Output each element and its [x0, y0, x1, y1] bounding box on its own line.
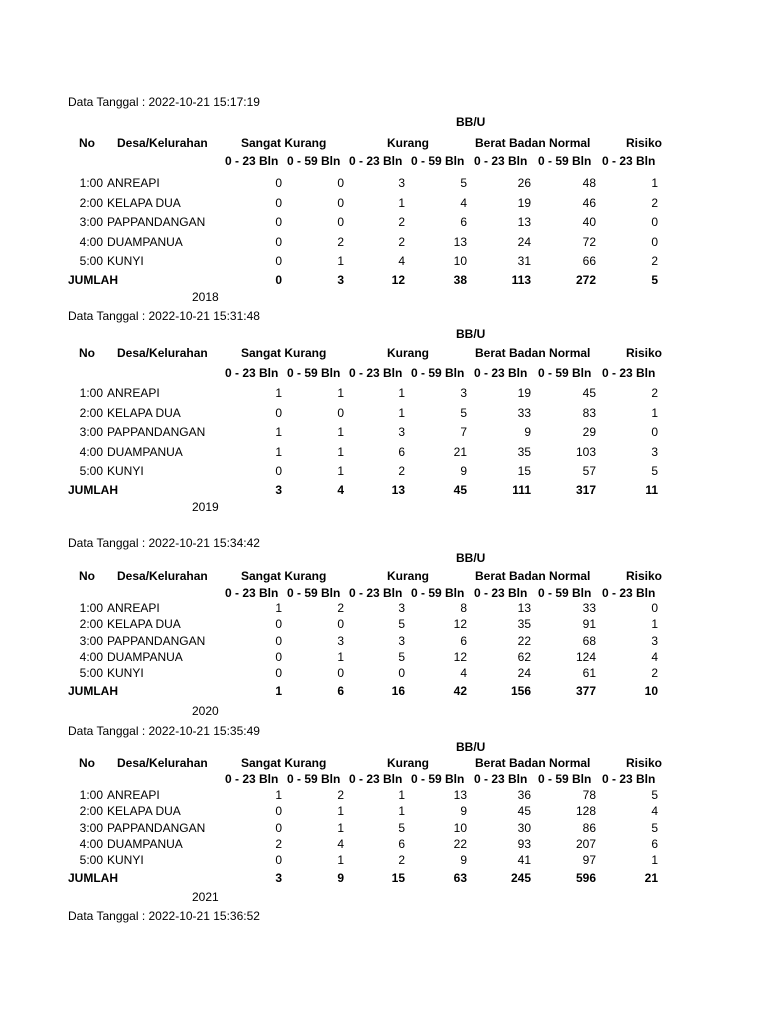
row-desa-name: ANREAPI [107, 176, 160, 190]
column-subheader: 0 - 23 Bln [602, 586, 656, 600]
table-cell: 3 [398, 176, 405, 190]
column-header-normal: Berat Badan Normal [475, 136, 591, 150]
column-header-sangat-kurang: Sangat Kurang [241, 569, 327, 583]
column-header-sangat-kurang: Sangat Kurang [241, 136, 327, 150]
year-label: 2018 [192, 290, 219, 304]
table-cell: 7 [460, 425, 467, 439]
row-desa-name: PAPPANDANGAN [107, 425, 206, 439]
table-cell: 128 [575, 804, 596, 818]
table-cell: 78 [582, 788, 596, 802]
table-cell: 3 [398, 425, 405, 439]
table-cell: 2 [651, 386, 658, 400]
row-number: 4:00 [79, 445, 103, 459]
table-cell: 9 [460, 464, 467, 478]
jumlah-cell: 63 [453, 871, 467, 885]
table-cell: 2 [651, 196, 658, 210]
table-cell: 4 [460, 196, 467, 210]
table-cell: 1 [275, 445, 282, 459]
table-cell: 5 [651, 464, 658, 478]
jumlah-cell: 12 [391, 273, 405, 287]
table-cell: 0 [275, 666, 282, 680]
table-cell: 91 [582, 617, 596, 631]
table-cell: 12 [453, 650, 467, 664]
table-cell: 72 [582, 235, 596, 249]
column-subheader: 0 - 23 Bln [474, 366, 528, 380]
table-cell: 4 [460, 666, 467, 680]
table-cell: 2 [398, 464, 405, 478]
table-cell: 1 [275, 386, 282, 400]
jumlah-cell: 1 [275, 684, 282, 698]
table-cell: 0 [275, 634, 282, 648]
column-header-sangat-kurang: Sangat Kurang [241, 756, 327, 770]
table-cell: 1 [337, 853, 344, 867]
row-number: 4:00 [79, 837, 103, 851]
column-header-normal: Berat Badan Normal [475, 346, 591, 360]
table-cell: 1 [398, 386, 405, 400]
column-subheader: 0 - 59 Bln [538, 586, 592, 600]
table-cell: 0 [337, 406, 344, 420]
jumlah-label: JUMLAH [68, 273, 118, 287]
table-cell: 1 [337, 445, 344, 459]
jumlah-cell: 156 [510, 684, 531, 698]
row-desa-name: KELAPA DUA [107, 406, 181, 420]
jumlah-cell: 42 [453, 684, 467, 698]
jumlah-cell: 0 [275, 273, 282, 287]
column-header-normal: Berat Badan Normal [475, 569, 591, 583]
table-cell: 1 [651, 406, 658, 420]
row-number: 1:00 [79, 788, 103, 802]
table-cell: 30 [517, 821, 531, 835]
table-cell: 3 [337, 634, 344, 648]
column-header-desa: Desa/Kelurahan [117, 136, 208, 150]
table-cell: 1 [275, 425, 282, 439]
table-cell: 40 [582, 215, 596, 229]
table-cell: 0 [275, 406, 282, 420]
table-cell: 207 [575, 837, 596, 851]
row-desa-name: DUAMPANUA [107, 235, 183, 249]
table-cell: 13 [517, 215, 531, 229]
table-cell: 2 [337, 235, 344, 249]
column-subheader: 0 - 59 Bln [287, 154, 341, 168]
table-cell: 6 [651, 837, 658, 851]
table-cell: 36 [517, 788, 531, 802]
jumlah-cell: 15 [391, 871, 405, 885]
jumlah-cell: 272 [575, 273, 596, 287]
table-cell: 21 [453, 445, 467, 459]
jumlah-cell: 38 [453, 273, 467, 287]
table-cell: 10 [453, 254, 467, 268]
table-cell: 0 [275, 650, 282, 664]
table-cell: 1 [398, 196, 405, 210]
row-number: 5:00 [79, 254, 103, 268]
table-cell: 5 [460, 406, 467, 420]
column-subheader: 0 - 23 Bln [225, 366, 279, 380]
table-cell: 5 [651, 788, 658, 802]
table-cell: 19 [517, 386, 531, 400]
column-header-kurang: Kurang [387, 569, 429, 583]
column-subheader: 0 - 23 Bln [602, 772, 656, 786]
table-cell: 103 [575, 445, 596, 459]
table-cell: 10 [453, 821, 467, 835]
column-header-no: No [79, 136, 95, 150]
table-cell: 124 [575, 650, 596, 664]
column-subheader: 0 - 23 Bln [602, 366, 656, 380]
table-cell: 6 [398, 445, 405, 459]
row-desa-name: KELAPA DUA [107, 196, 181, 210]
row-number: 2:00 [79, 617, 103, 631]
table-cell: 66 [582, 254, 596, 268]
jumlah-cell: 377 [575, 684, 596, 698]
row-number: 2:00 [79, 196, 103, 210]
table-cell: 33 [517, 406, 531, 420]
date-line: Data Tanggal : 2022-10-21 15:17:19 [68, 95, 260, 109]
table-cell: 6 [398, 837, 405, 851]
table-cell: 9 [460, 804, 467, 818]
column-header-kurang: Kurang [387, 756, 429, 770]
year-label: 2019 [192, 500, 219, 514]
jumlah-cell: 9 [337, 871, 344, 885]
group-header-bbu: BB/U [456, 740, 486, 754]
table-cell: 46 [582, 196, 596, 210]
table-cell: 26 [517, 176, 531, 190]
table-cell: 13 [453, 235, 467, 249]
column-subheader: 0 - 23 Bln [474, 586, 528, 600]
table-cell: 29 [582, 425, 596, 439]
table-cell: 6 [460, 215, 467, 229]
jumlah-cell: 16 [391, 684, 405, 698]
row-number: 5:00 [79, 853, 103, 867]
column-header-risiko: Risiko [626, 136, 663, 150]
jumlah-cell: 113 [511, 273, 531, 287]
table-cell: 1 [651, 853, 658, 867]
row-desa-name: KUNYI [107, 254, 144, 268]
jumlah-cell: 13 [391, 483, 405, 497]
column-header-kurang: Kurang [387, 136, 429, 150]
table-cell: 12 [453, 617, 467, 631]
column-subheader: 0 - 23 Bln [225, 772, 279, 786]
row-desa-name: KUNYI [107, 666, 144, 680]
table-cell: 0 [651, 601, 658, 615]
column-header-risiko: Risiko [626, 569, 663, 583]
table-cell: 2 [651, 666, 658, 680]
table-cell: 0 [275, 804, 282, 818]
row-number: 1:00 [79, 386, 103, 400]
table-cell: 4 [398, 254, 405, 268]
table-cell: 1 [337, 464, 344, 478]
table-cell: 0 [275, 235, 282, 249]
column-subheader: 0 - 23 Bln [602, 154, 656, 168]
table-cell: 0 [651, 235, 658, 249]
column-header-sangat-kurang: Sangat Kurang [241, 346, 327, 360]
table-cell: 4 [651, 650, 658, 664]
table-cell: 3 [460, 386, 467, 400]
table-cell: 1 [337, 425, 344, 439]
jumlah-cell: 11 [645, 483, 658, 497]
table-cell: 5 [460, 176, 467, 190]
date-line: Data Tanggal : 2022-10-21 15:35:49 [68, 724, 260, 738]
table-cell: 1 [275, 601, 282, 615]
table-cell: 2 [398, 235, 405, 249]
column-subheader: 0 - 59 Bln [411, 772, 465, 786]
row-desa-name: KELAPA DUA [107, 617, 181, 631]
table-cell: 1 [337, 254, 344, 268]
table-cell: 5 [398, 617, 405, 631]
table-cell: 35 [517, 445, 531, 459]
table-cell: 61 [582, 666, 596, 680]
row-desa-name: DUAMPANUA [107, 445, 183, 459]
table-cell: 62 [517, 650, 531, 664]
table-cell: 3 [398, 634, 405, 648]
table-cell: 86 [582, 821, 596, 835]
column-subheader: 0 - 59 Bln [287, 586, 341, 600]
column-header-desa: Desa/Kelurahan [117, 346, 208, 360]
row-number: 1:00 [79, 601, 103, 615]
column-subheader: 0 - 59 Bln [287, 772, 341, 786]
table-cell: 22 [453, 837, 467, 851]
row-desa-name: KELAPA DUA [107, 804, 181, 818]
table-cell: 3 [651, 445, 658, 459]
column-subheader: 0 - 23 Bln [349, 366, 403, 380]
column-subheader: 0 - 23 Bln [474, 154, 528, 168]
row-number: 4:00 [79, 650, 103, 664]
jumlah-cell: 3 [275, 871, 282, 885]
table-cell: 1 [651, 176, 658, 190]
table-cell: 2 [398, 215, 405, 229]
table-cell: 31 [517, 254, 531, 268]
group-header-bbu: BB/U [456, 551, 486, 565]
table-cell: 0 [275, 464, 282, 478]
table-cell: 1 [398, 406, 405, 420]
row-number: 4:00 [79, 235, 103, 249]
row-desa-name: ANREAPI [107, 601, 160, 615]
table-cell: 48 [582, 176, 596, 190]
table-cell: 68 [582, 634, 596, 648]
row-number: 3:00 [79, 215, 103, 229]
table-cell: 97 [582, 853, 596, 867]
column-header-no: No [79, 569, 95, 583]
table-cell: 2 [337, 788, 344, 802]
column-subheader: 0 - 23 Bln [225, 154, 279, 168]
date-line: Data Tanggal : 2022-10-21 15:34:42 [68, 536, 260, 550]
table-cell: 0 [275, 617, 282, 631]
table-cell: 8 [460, 601, 467, 615]
column-header-no: No [79, 346, 95, 360]
table-cell: 0 [275, 196, 282, 210]
table-cell: 24 [517, 666, 531, 680]
jumlah-cell: 317 [575, 483, 596, 497]
table-cell: 13 [517, 601, 531, 615]
table-cell: 0 [275, 176, 282, 190]
table-cell: 4 [337, 837, 344, 851]
column-header-desa: Desa/Kelurahan [117, 756, 208, 770]
year-label: 2021 [192, 890, 219, 904]
row-desa-name: KUNYI [107, 853, 144, 867]
row-number: 3:00 [79, 821, 103, 835]
column-subheader: 0 - 59 Bln [411, 586, 465, 600]
table-cell: 41 [517, 853, 531, 867]
column-subheader: 0 - 23 Bln [349, 772, 403, 786]
table-cell: 9 [460, 853, 467, 867]
column-subheader: 0 - 59 Bln [411, 366, 465, 380]
row-number: 5:00 [79, 666, 103, 680]
row-number: 2:00 [79, 406, 103, 420]
row-desa-name: ANREAPI [107, 788, 160, 802]
column-subheader: 0 - 59 Bln [538, 772, 592, 786]
table-cell: 0 [275, 254, 282, 268]
table-cell: 0 [337, 215, 344, 229]
table-cell: 3 [651, 634, 658, 648]
table-cell: 24 [517, 235, 531, 249]
column-header-risiko: Risiko [626, 346, 663, 360]
final-date-line: Data Tanggal : 2022-10-21 15:36:52 [68, 909, 260, 923]
table-cell: 33 [582, 601, 596, 615]
table-cell: 3 [398, 601, 405, 615]
jumlah-cell: 45 [453, 483, 467, 497]
table-cell: 0 [651, 425, 658, 439]
table-cell: 1 [398, 788, 405, 802]
table-cell: 13 [453, 788, 467, 802]
table-cell: 15 [517, 464, 531, 478]
table-cell: 0 [337, 617, 344, 631]
table-cell: 2 [651, 254, 658, 268]
date-line: Data Tanggal : 2022-10-21 15:31:48 [68, 309, 260, 323]
table-cell: 5 [398, 821, 405, 835]
column-header-kurang: Kurang [387, 346, 429, 360]
column-subheader: 0 - 23 Bln [349, 586, 403, 600]
row-desa-name: DUAMPANUA [107, 650, 183, 664]
group-header-bbu: BB/U [456, 115, 486, 129]
table-cell: 2 [275, 837, 282, 851]
jumlah-cell: 10 [644, 684, 658, 698]
table-cell: 0 [337, 176, 344, 190]
year-label: 2020 [192, 704, 219, 718]
column-subheader: 0 - 59 Bln [538, 366, 592, 380]
column-header-desa: Desa/Kelurahan [117, 569, 208, 583]
jumlah-cell: 6 [337, 684, 344, 698]
table-cell: 0 [337, 196, 344, 210]
row-number: 2:00 [79, 804, 103, 818]
column-subheader: 0 - 23 Bln [349, 154, 403, 168]
table-cell: 5 [651, 821, 658, 835]
jumlah-cell: 5 [651, 273, 658, 287]
group-header-bbu: BB/U [456, 327, 486, 341]
table-cell: 0 [398, 666, 405, 680]
table-cell: 1 [337, 386, 344, 400]
column-header-no: No [79, 756, 95, 770]
table-cell: 1 [337, 650, 344, 664]
table-cell: 0 [651, 215, 658, 229]
column-header-risiko: Risiko [626, 756, 663, 770]
row-desa-name: PAPPANDANGAN [107, 634, 206, 648]
row-desa-name: KUNYI [107, 464, 144, 478]
row-desa-name: PAPPANDANGAN [107, 215, 206, 229]
column-subheader: 0 - 23 Bln [225, 586, 279, 600]
jumlah-cell: 3 [275, 483, 282, 497]
table-cell: 0 [275, 215, 282, 229]
row-number: 3:00 [79, 634, 103, 648]
row-number: 5:00 [79, 464, 103, 478]
table-cell: 45 [582, 386, 596, 400]
jumlah-cell: 245 [510, 871, 531, 885]
table-cell: 1 [651, 617, 658, 631]
jumlah-cell: 4 [337, 483, 344, 497]
jumlah-cell: 111 [512, 483, 531, 497]
table-cell: 83 [582, 406, 596, 420]
row-number: 1:00 [79, 176, 103, 190]
column-header-normal: Berat Badan Normal [475, 756, 591, 770]
jumlah-cell: 596 [575, 871, 596, 885]
column-subheader: 0 - 23 Bln [474, 772, 528, 786]
table-cell: 0 [275, 821, 282, 835]
table-cell: 22 [517, 634, 531, 648]
table-cell: 2 [337, 601, 344, 615]
table-cell: 1 [337, 821, 344, 835]
jumlah-cell: 3 [337, 273, 344, 287]
table-cell: 4 [651, 804, 658, 818]
column-subheader: 0 - 59 Bln [287, 366, 341, 380]
table-cell: 5 [398, 650, 405, 664]
column-subheader: 0 - 59 Bln [538, 154, 592, 168]
row-desa-name: PAPPANDANGAN [107, 821, 206, 835]
table-cell: 19 [517, 196, 531, 210]
table-cell: 1 [275, 788, 282, 802]
table-cell: 1 [398, 804, 405, 818]
table-cell: 0 [275, 853, 282, 867]
row-number: 3:00 [79, 425, 103, 439]
jumlah-cell: 21 [644, 871, 658, 885]
table-cell: 9 [524, 425, 531, 439]
row-desa-name: DUAMPANUA [107, 837, 183, 851]
table-cell: 35 [517, 617, 531, 631]
column-subheader: 0 - 59 Bln [411, 154, 465, 168]
table-cell: 0 [337, 666, 344, 680]
table-cell: 6 [460, 634, 467, 648]
jumlah-label: JUMLAH [68, 871, 118, 885]
table-cell: 1 [337, 804, 344, 818]
jumlah-label: JUMLAH [68, 684, 118, 698]
table-cell: 45 [517, 804, 531, 818]
table-cell: 57 [582, 464, 596, 478]
jumlah-label: JUMLAH [68, 483, 118, 497]
table-cell: 2 [398, 853, 405, 867]
row-desa-name: ANREAPI [107, 386, 160, 400]
table-cell: 93 [517, 837, 531, 851]
